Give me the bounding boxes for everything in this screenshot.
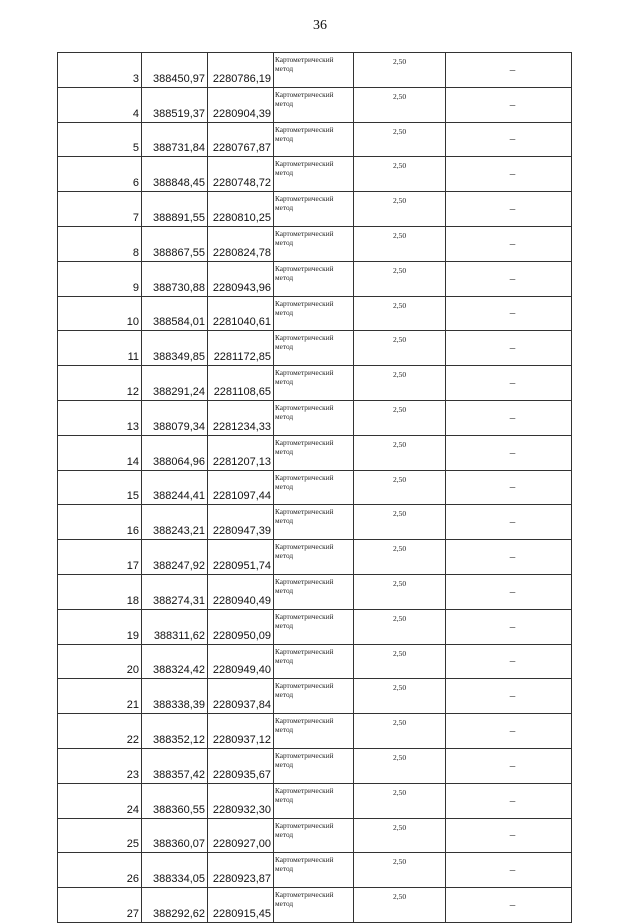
x-coordinate-cell: 388730,88 xyxy=(142,261,208,296)
table-row xyxy=(58,366,572,401)
point-number-cell: 23 xyxy=(58,748,142,783)
method-cell: Картометрический метод xyxy=(274,644,354,679)
point-number-cell: 21 xyxy=(58,679,142,714)
point-number-cell: 17 xyxy=(58,540,142,575)
point-number-cell: 12 xyxy=(58,366,142,401)
y-coordinate-cell: 2280940,49 xyxy=(208,574,274,609)
accuracy-cell: 2,50 xyxy=(354,366,446,401)
note-cell: – xyxy=(446,714,572,749)
note-cell: – xyxy=(446,331,572,366)
method-cell: Картометрический метод xyxy=(274,122,354,157)
table-row xyxy=(58,470,572,505)
note-cell: – xyxy=(446,888,572,923)
y-coordinate-cell: 2280915,45 xyxy=(208,888,274,923)
point-number-cell: 3 xyxy=(58,53,142,88)
table-row xyxy=(58,226,572,261)
x-coordinate-cell: 388311,62 xyxy=(142,609,208,644)
accuracy-cell: 2,50 xyxy=(354,644,446,679)
method-cell: Картометрический метод xyxy=(274,261,354,296)
method-cell: Картометрический метод xyxy=(274,679,354,714)
x-coordinate-cell: 388891,55 xyxy=(142,192,208,227)
note-cell: – xyxy=(446,296,572,331)
accuracy-cell: 2,50 xyxy=(354,783,446,818)
accuracy-cell: 2,50 xyxy=(354,331,446,366)
point-number-cell: 20 xyxy=(58,644,142,679)
note-cell: – xyxy=(446,192,572,227)
y-coordinate-cell: 2280824,78 xyxy=(208,226,274,261)
table-row xyxy=(58,53,572,88)
x-coordinate-cell: 388349,85 xyxy=(142,331,208,366)
y-coordinate-cell: 2280932,30 xyxy=(208,783,274,818)
y-coordinate-cell: 2281097,44 xyxy=(208,470,274,505)
method-cell: Картометрический метод xyxy=(274,818,354,853)
method-cell: Картометрический метод xyxy=(274,714,354,749)
accuracy-cell: 2,50 xyxy=(354,296,446,331)
method-cell: Картометрический метод xyxy=(274,226,354,261)
point-number-cell: 6 xyxy=(58,157,142,192)
point-number-cell: 14 xyxy=(58,435,142,470)
point-number-cell: 4 xyxy=(58,87,142,122)
accuracy-cell: 2,50 xyxy=(354,679,446,714)
table-row xyxy=(58,505,572,540)
accuracy-cell: 2,50 xyxy=(354,157,446,192)
method-cell: Картометрический метод xyxy=(274,470,354,505)
x-coordinate-cell: 388291,24 xyxy=(142,366,208,401)
point-number-cell: 26 xyxy=(58,853,142,888)
table-row xyxy=(58,853,572,888)
y-coordinate-cell: 2281172,85 xyxy=(208,331,274,366)
table-row xyxy=(58,296,572,331)
y-coordinate-cell: 2280927,00 xyxy=(208,818,274,853)
x-coordinate-cell: 388360,55 xyxy=(142,783,208,818)
note-cell: – xyxy=(446,400,572,435)
table-row xyxy=(58,748,572,783)
method-cell: Картометрический метод xyxy=(274,331,354,366)
table-row xyxy=(58,714,572,749)
note-cell: – xyxy=(446,540,572,575)
point-number-cell: 16 xyxy=(58,505,142,540)
note-cell: – xyxy=(446,505,572,540)
x-coordinate-cell: 388338,39 xyxy=(142,679,208,714)
accuracy-cell: 2,50 xyxy=(354,505,446,540)
accuracy-cell: 2,50 xyxy=(354,400,446,435)
table-row xyxy=(58,331,572,366)
note-cell: – xyxy=(446,53,572,88)
note-cell: – xyxy=(446,261,572,296)
table-row xyxy=(58,609,572,644)
method-cell: Картометрический метод xyxy=(274,888,354,923)
x-coordinate-cell: 388357,42 xyxy=(142,748,208,783)
table-row xyxy=(58,261,572,296)
table-row xyxy=(58,679,572,714)
method-cell: Картометрический метод xyxy=(274,505,354,540)
x-coordinate-cell: 388079,34 xyxy=(142,400,208,435)
note-cell: – xyxy=(446,435,572,470)
table-row xyxy=(58,122,572,157)
x-coordinate-cell: 388584,01 xyxy=(142,296,208,331)
accuracy-cell: 2,50 xyxy=(354,540,446,575)
note-cell: – xyxy=(446,366,572,401)
table-row xyxy=(58,644,572,679)
note-cell: – xyxy=(446,783,572,818)
point-number-cell: 9 xyxy=(58,261,142,296)
note-cell: – xyxy=(446,748,572,783)
y-coordinate-cell: 2280767,87 xyxy=(208,122,274,157)
accuracy-cell: 2,50 xyxy=(354,853,446,888)
x-coordinate-cell: 388867,55 xyxy=(142,226,208,261)
note-cell: – xyxy=(446,609,572,644)
x-coordinate-cell: 388848,45 xyxy=(142,157,208,192)
y-coordinate-cell: 2280748,72 xyxy=(208,157,274,192)
note-cell: – xyxy=(446,122,572,157)
x-coordinate-cell: 388731,84 xyxy=(142,122,208,157)
table-row xyxy=(58,435,572,470)
table-row xyxy=(58,87,572,122)
y-coordinate-cell: 2281234,33 xyxy=(208,400,274,435)
y-coordinate-cell: 2280923,87 xyxy=(208,853,274,888)
table-row xyxy=(58,157,572,192)
y-coordinate-cell: 2280786,19 xyxy=(208,53,274,88)
x-coordinate-cell: 388247,92 xyxy=(142,540,208,575)
method-cell: Картометрический метод xyxy=(274,53,354,88)
y-coordinate-cell: 2280935,67 xyxy=(208,748,274,783)
method-cell: Картометрический метод xyxy=(274,366,354,401)
y-coordinate-cell: 2280937,12 xyxy=(208,714,274,749)
accuracy-cell: 2,50 xyxy=(354,53,446,88)
page-number: 36 xyxy=(313,18,327,33)
y-coordinate-cell: 2281108,65 xyxy=(208,366,274,401)
x-coordinate-cell: 388064,96 xyxy=(142,435,208,470)
method-cell: Картометрический метод xyxy=(274,435,354,470)
y-coordinate-cell: 2280949,40 xyxy=(208,644,274,679)
coordinates-table-body xyxy=(58,53,572,923)
coordinates-table xyxy=(57,52,572,923)
method-cell: Картометрический метод xyxy=(274,192,354,227)
method-cell: Картометрический метод xyxy=(274,783,354,818)
y-coordinate-cell: 2281040,61 xyxy=(208,296,274,331)
y-coordinate-cell: 2280947,39 xyxy=(208,505,274,540)
method-cell: Картометрический метод xyxy=(274,400,354,435)
x-coordinate-cell: 388352,12 xyxy=(142,714,208,749)
table-row xyxy=(58,818,572,853)
x-coordinate-cell: 388292,62 xyxy=(142,888,208,923)
y-coordinate-cell: 2280937,84 xyxy=(208,679,274,714)
point-number-cell: 7 xyxy=(58,192,142,227)
accuracy-cell: 2,50 xyxy=(354,818,446,853)
accuracy-cell: 2,50 xyxy=(354,574,446,609)
y-coordinate-cell: 2280810,25 xyxy=(208,192,274,227)
accuracy-cell: 2,50 xyxy=(354,226,446,261)
accuracy-cell: 2,50 xyxy=(354,192,446,227)
x-coordinate-cell: 388360,07 xyxy=(142,818,208,853)
point-number-cell: 10 xyxy=(58,296,142,331)
y-coordinate-cell: 2280943,96 xyxy=(208,261,274,296)
point-number-cell: 8 xyxy=(58,226,142,261)
accuracy-cell: 2,50 xyxy=(354,87,446,122)
note-cell: – xyxy=(446,679,572,714)
x-coordinate-cell: 388519,37 xyxy=(142,87,208,122)
table-row xyxy=(58,192,572,227)
method-cell: Картометрический метод xyxy=(274,87,354,122)
note-cell: – xyxy=(446,574,572,609)
x-coordinate-cell: 388243,21 xyxy=(142,505,208,540)
method-cell: Картометрический метод xyxy=(274,748,354,783)
accuracy-cell: 2,50 xyxy=(354,261,446,296)
point-number-cell: 11 xyxy=(58,331,142,366)
point-number-cell: 25 xyxy=(58,818,142,853)
accuracy-cell: 2,50 xyxy=(354,888,446,923)
note-cell: – xyxy=(446,818,572,853)
accuracy-cell: 2,50 xyxy=(354,714,446,749)
method-cell: Картометрический метод xyxy=(274,296,354,331)
accuracy-cell: 2,50 xyxy=(354,748,446,783)
table-row xyxy=(58,540,572,575)
point-number-cell: 19 xyxy=(58,609,142,644)
note-cell: – xyxy=(446,470,572,505)
point-number-cell: 15 xyxy=(58,470,142,505)
x-coordinate-cell: 388274,31 xyxy=(142,574,208,609)
note-cell: – xyxy=(446,226,572,261)
x-coordinate-cell: 388244,41 xyxy=(142,470,208,505)
x-coordinate-cell: 388450,97 xyxy=(142,53,208,88)
table-row xyxy=(58,574,572,609)
y-coordinate-cell: 2280904,39 xyxy=(208,87,274,122)
method-cell: Картометрический метод xyxy=(274,574,354,609)
point-number-cell: 22 xyxy=(58,714,142,749)
accuracy-cell: 2,50 xyxy=(354,122,446,157)
y-coordinate-cell: 2280950,09 xyxy=(208,609,274,644)
method-cell: Картометрический метод xyxy=(274,157,354,192)
table-row xyxy=(58,783,572,818)
accuracy-cell: 2,50 xyxy=(354,470,446,505)
method-cell: Картометрический метод xyxy=(274,853,354,888)
y-coordinate-cell: 2281207,13 xyxy=(208,435,274,470)
point-number-cell: 5 xyxy=(58,122,142,157)
point-number-cell: 13 xyxy=(58,400,142,435)
table-row xyxy=(58,400,572,435)
accuracy-cell: 2,50 xyxy=(354,435,446,470)
point-number-cell: 18 xyxy=(58,574,142,609)
x-coordinate-cell: 388324,42 xyxy=(142,644,208,679)
note-cell: – xyxy=(446,644,572,679)
table-row xyxy=(58,888,572,923)
note-cell: – xyxy=(446,87,572,122)
method-cell: Картометрический метод xyxy=(274,540,354,575)
note-cell: – xyxy=(446,157,572,192)
accuracy-cell: 2,50 xyxy=(354,609,446,644)
note-cell: – xyxy=(446,853,572,888)
x-coordinate-cell: 388334,05 xyxy=(142,853,208,888)
point-number-cell: 24 xyxy=(58,783,142,818)
y-coordinate-cell: 2280951,74 xyxy=(208,540,274,575)
method-cell: Картометрический метод xyxy=(274,609,354,644)
point-number-cell: 27 xyxy=(58,888,142,923)
